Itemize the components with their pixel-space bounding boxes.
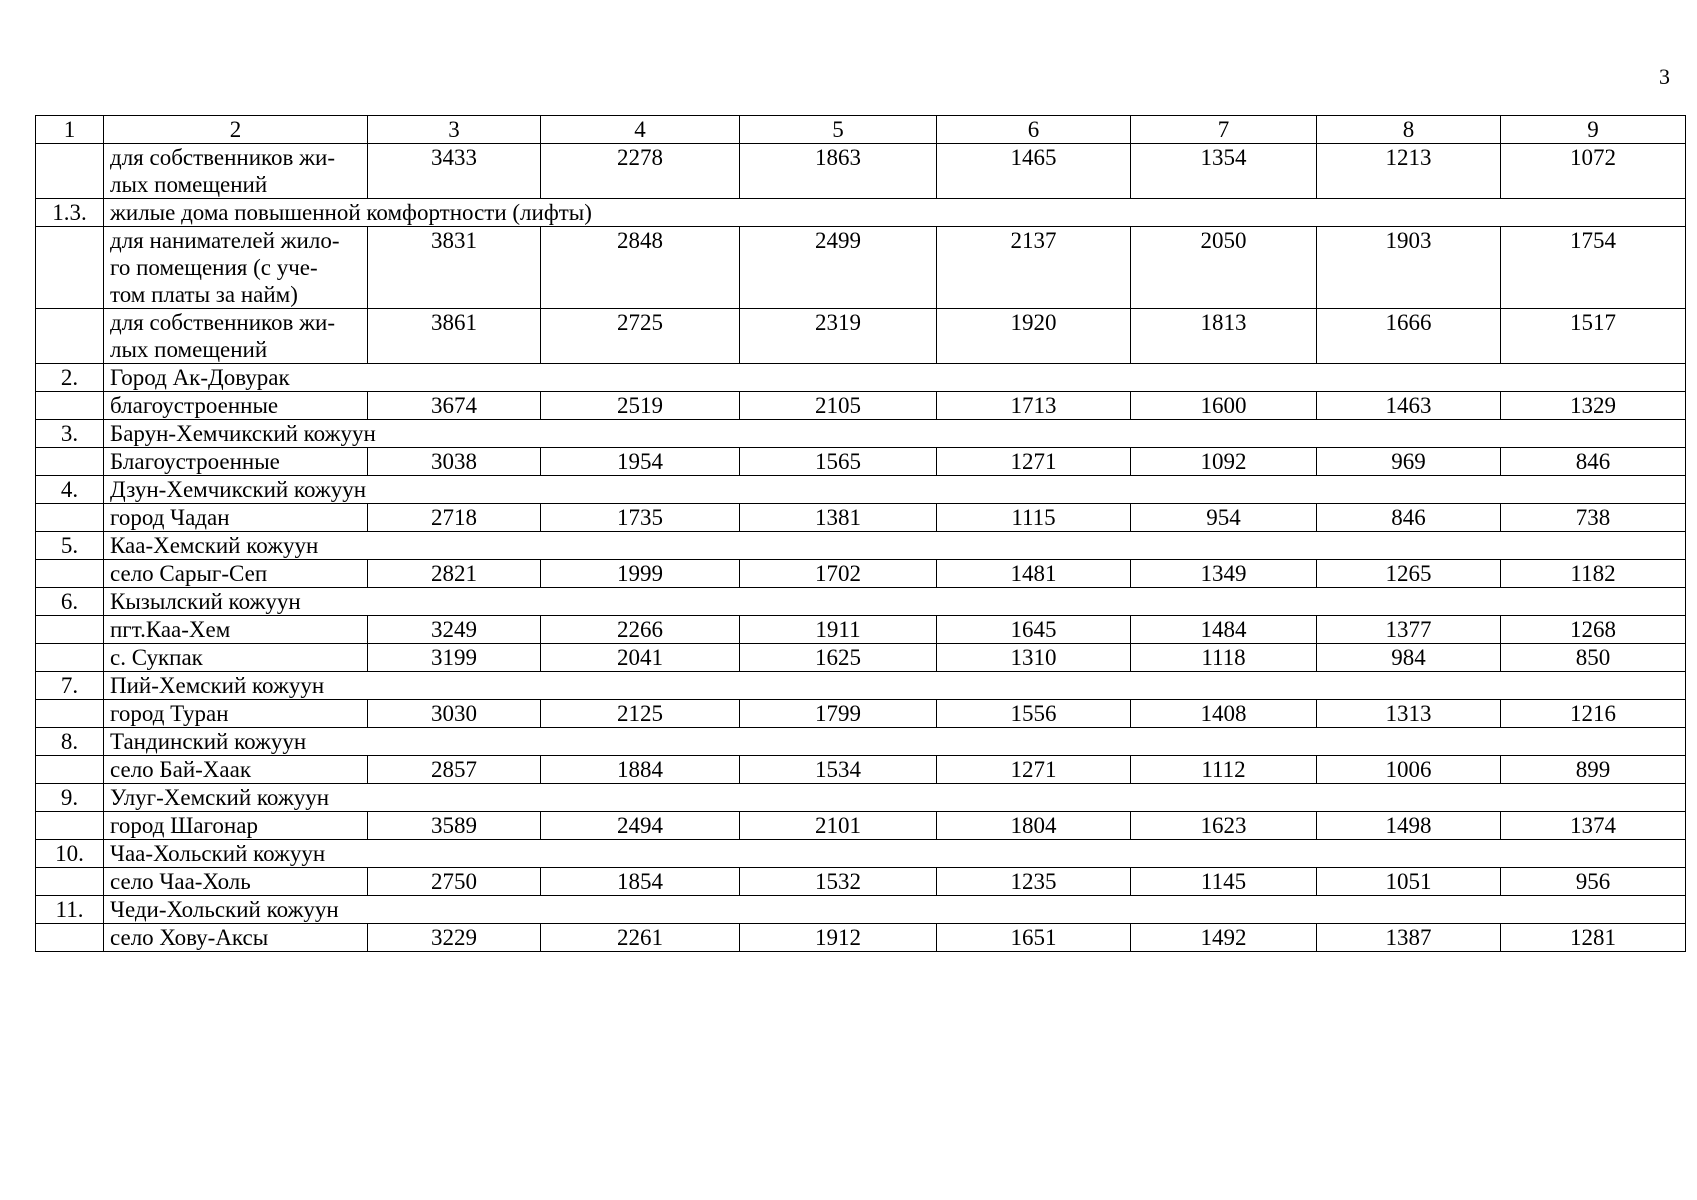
row-label [104, 616, 368, 644]
row-number-cell [36, 144, 104, 199]
row-label-line: село Чаа-Холь [110, 869, 251, 894]
row-label-line: го помещения (с уче- [110, 255, 318, 280]
value-cell: 1329 [1501, 392, 1686, 420]
value-cell: 2750 [368, 868, 541, 896]
row-label-line: благоустроенные [110, 393, 279, 418]
row-label-line: село Хову-Аксы [110, 925, 269, 950]
value-cell: 1374 [1501, 812, 1686, 840]
row-label-line: для нанимателей жило- [110, 228, 340, 253]
section-number: 4. [36, 476, 104, 504]
value-cell: 1349 [1131, 560, 1317, 588]
value-cell: 1145 [1131, 868, 1317, 896]
value-cell: 1354 [1131, 144, 1317, 199]
data-row [36, 309, 1686, 364]
value-cell: 2848 [541, 227, 740, 309]
column-header: 6 [937, 116, 1131, 144]
value-cell: 2050 [1131, 227, 1317, 309]
value-cell: 2725 [541, 309, 740, 364]
data-row [36, 756, 1686, 784]
row-label [104, 309, 368, 364]
value-cell: 1999 [541, 560, 740, 588]
value-cell: 2821 [368, 560, 541, 588]
value-cell: 1517 [1501, 309, 1686, 364]
section-row [36, 672, 1686, 700]
value-cell: 1463 [1317, 392, 1501, 420]
row-number-cell [36, 392, 104, 420]
row-number-cell [36, 309, 104, 364]
column-header: 9 [1501, 116, 1686, 144]
data-row [36, 924, 1686, 952]
section-title: Улуг-Хемский кожуун [104, 784, 1686, 812]
row-number-cell [36, 924, 104, 952]
data-row [36, 868, 1686, 896]
section-row [36, 784, 1686, 812]
section-number: 2. [36, 364, 104, 392]
column-header: 7 [1131, 116, 1317, 144]
section-title: Чаа-Хольский кожуун [104, 840, 1686, 868]
value-cell: 1216 [1501, 700, 1686, 728]
section-title: Дзун-Хемчикский кожуун [104, 476, 1686, 504]
value-cell: 1854 [541, 868, 740, 896]
row-label [104, 756, 368, 784]
section-number: 11. [36, 896, 104, 924]
value-cell: 3038 [368, 448, 541, 476]
value-cell: 1465 [937, 144, 1131, 199]
tariff-table [35, 115, 1686, 952]
value-cell: 1813 [1131, 309, 1317, 364]
value-cell: 3030 [368, 700, 541, 728]
value-cell: 3674 [368, 392, 541, 420]
value-cell: 1623 [1131, 812, 1317, 840]
data-row [36, 700, 1686, 728]
section-number: 3. [36, 420, 104, 448]
value-cell: 2494 [541, 812, 740, 840]
value-cell: 1377 [1317, 616, 1501, 644]
row-label [104, 924, 368, 952]
value-cell: 1112 [1131, 756, 1317, 784]
value-cell: 1381 [740, 504, 937, 532]
value-cell: 1235 [937, 868, 1131, 896]
value-cell: 1556 [937, 700, 1131, 728]
value-cell: 2137 [937, 227, 1131, 309]
value-cell: 1498 [1317, 812, 1501, 840]
row-label-line: село Сарыг-Сеп [110, 561, 268, 586]
value-cell: 1702 [740, 560, 937, 588]
value-cell: 3861 [368, 309, 541, 364]
section-row [36, 199, 1686, 227]
value-cell: 1481 [937, 560, 1131, 588]
value-cell: 1920 [937, 309, 1131, 364]
row-label [104, 868, 368, 896]
value-cell: 1903 [1317, 227, 1501, 309]
row-label-line: лых помещений [110, 172, 268, 197]
value-cell: 2266 [541, 616, 740, 644]
row-label [104, 504, 368, 532]
column-header: 1 [36, 116, 104, 144]
section-title: Барун-Хемчикский кожуун [104, 420, 1686, 448]
value-cell: 1799 [740, 700, 937, 728]
section-number: 8. [36, 728, 104, 756]
value-cell: 1310 [937, 644, 1131, 672]
value-cell: 2499 [740, 227, 937, 309]
column-header: 3 [368, 116, 541, 144]
value-cell: 1754 [1501, 227, 1686, 309]
value-cell: 954 [1131, 504, 1317, 532]
row-label-line: село Бай-Хаак [110, 757, 252, 782]
row-label [104, 448, 368, 476]
value-cell: 1408 [1131, 700, 1317, 728]
value-cell: 1600 [1131, 392, 1317, 420]
section-title: Тандинский кожуун [104, 728, 1686, 756]
data-row [36, 560, 1686, 588]
value-cell: 1645 [937, 616, 1131, 644]
value-cell: 1213 [1317, 144, 1501, 199]
value-cell: 3589 [368, 812, 541, 840]
section-title: Каа-Хемский кожуун [104, 532, 1686, 560]
value-cell: 1092 [1131, 448, 1317, 476]
row-label-line: с. Сукпак [110, 645, 203, 670]
section-row [36, 364, 1686, 392]
value-cell: 1051 [1317, 868, 1501, 896]
value-cell: 1534 [740, 756, 937, 784]
row-label-line: для собственников жи- [110, 310, 336, 335]
row-label [104, 144, 368, 199]
value-cell: 1115 [937, 504, 1131, 532]
row-label-line: город Туран [110, 701, 229, 726]
value-cell: 1271 [937, 448, 1131, 476]
value-cell: 3433 [368, 144, 541, 199]
value-cell: 3831 [368, 227, 541, 309]
row-number-cell [36, 868, 104, 896]
row-label-line: город Шагонар [110, 813, 258, 838]
row-number-cell [36, 560, 104, 588]
row-label [104, 392, 368, 420]
value-cell: 738 [1501, 504, 1686, 532]
row-number-cell [36, 227, 104, 309]
section-number: 9. [36, 784, 104, 812]
value-cell: 1735 [541, 504, 740, 532]
value-cell: 3199 [368, 644, 541, 672]
section-row [36, 728, 1686, 756]
value-cell: 1884 [541, 756, 740, 784]
value-cell: 2519 [541, 392, 740, 420]
value-cell: 1484 [1131, 616, 1317, 644]
value-cell: 3249 [368, 616, 541, 644]
row-label-line: город Чадан [110, 505, 230, 530]
data-row [36, 392, 1686, 420]
row-label [104, 227, 368, 309]
row-label-line: лых помещений [110, 337, 268, 362]
value-cell: 2857 [368, 756, 541, 784]
value-cell: 1911 [740, 616, 937, 644]
value-cell: 1387 [1317, 924, 1501, 952]
row-label-line: том платы за найм) [110, 282, 298, 307]
row-label-line: для собственников жи- [110, 145, 336, 170]
value-cell: 2105 [740, 392, 937, 420]
value-cell: 1912 [740, 924, 937, 952]
row-number-cell [36, 700, 104, 728]
data-row [36, 812, 1686, 840]
value-cell: 1651 [937, 924, 1131, 952]
section-row [36, 588, 1686, 616]
value-cell: 1625 [740, 644, 937, 672]
value-cell: 1268 [1501, 616, 1686, 644]
value-cell: 1863 [740, 144, 937, 199]
row-number-cell [36, 448, 104, 476]
value-cell: 2101 [740, 812, 937, 840]
section-title: Город Ак-Довурак [104, 364, 1686, 392]
value-cell: 1713 [937, 392, 1131, 420]
row-label [104, 560, 368, 588]
section-number: 7. [36, 672, 104, 700]
section-title: жилые дома повышенной комфортности (лифты) [104, 199, 1686, 227]
column-header: 4 [541, 116, 740, 144]
data-row [36, 227, 1686, 309]
data-row [36, 616, 1686, 644]
column-header: 5 [740, 116, 937, 144]
row-label [104, 700, 368, 728]
value-cell: 1271 [937, 756, 1131, 784]
value-cell: 899 [1501, 756, 1686, 784]
value-cell: 2261 [541, 924, 740, 952]
value-cell: 1265 [1317, 560, 1501, 588]
section-number: 10. [36, 840, 104, 868]
value-cell: 1281 [1501, 924, 1686, 952]
value-cell: 1182 [1501, 560, 1686, 588]
value-cell: 2041 [541, 644, 740, 672]
value-cell: 1666 [1317, 309, 1501, 364]
row-number-cell [36, 812, 104, 840]
value-cell: 1565 [740, 448, 937, 476]
page-number: 3 [1659, 64, 1670, 89]
value-cell: 2718 [368, 504, 541, 532]
data-row [36, 504, 1686, 532]
value-cell: 1954 [541, 448, 740, 476]
data-row [36, 448, 1686, 476]
value-cell: 1313 [1317, 700, 1501, 728]
value-cell: 1072 [1501, 144, 1686, 199]
value-cell: 1118 [1131, 644, 1317, 672]
column-number-row [36, 116, 1686, 144]
value-cell: 846 [1317, 504, 1501, 532]
row-label [104, 812, 368, 840]
table-body [36, 116, 1686, 952]
value-cell: 984 [1317, 644, 1501, 672]
section-row [36, 896, 1686, 924]
section-number: 6. [36, 588, 104, 616]
section-row [36, 476, 1686, 504]
section-row [36, 532, 1686, 560]
value-cell: 850 [1501, 644, 1686, 672]
value-cell: 1492 [1131, 924, 1317, 952]
value-cell: 1804 [937, 812, 1131, 840]
section-title: Чеди-Хольский кожуун [104, 896, 1686, 924]
row-number-cell [36, 756, 104, 784]
section-title: Пий-Хемский кожуун [104, 672, 1686, 700]
row-label-line: Благоустроенные [110, 449, 280, 474]
value-cell: 956 [1501, 868, 1686, 896]
section-row [36, 420, 1686, 448]
row-label [104, 644, 368, 672]
value-cell: 3229 [368, 924, 541, 952]
value-cell: 1532 [740, 868, 937, 896]
data-row [36, 144, 1686, 199]
row-label-line: пгт.Каа-Хем [110, 617, 231, 642]
column-header: 2 [104, 116, 368, 144]
row-number-cell [36, 644, 104, 672]
section-number: 5. [36, 532, 104, 560]
section-number: 1.3. [36, 199, 104, 227]
section-title: Кызылский кожуун [104, 588, 1686, 616]
value-cell: 969 [1317, 448, 1501, 476]
data-row [36, 644, 1686, 672]
row-number-cell [36, 616, 104, 644]
value-cell: 1006 [1317, 756, 1501, 784]
value-cell: 846 [1501, 448, 1686, 476]
value-cell: 2125 [541, 700, 740, 728]
value-cell: 2278 [541, 144, 740, 199]
column-header: 8 [1317, 116, 1501, 144]
value-cell: 2319 [740, 309, 937, 364]
section-row [36, 840, 1686, 868]
row-number-cell [36, 504, 104, 532]
